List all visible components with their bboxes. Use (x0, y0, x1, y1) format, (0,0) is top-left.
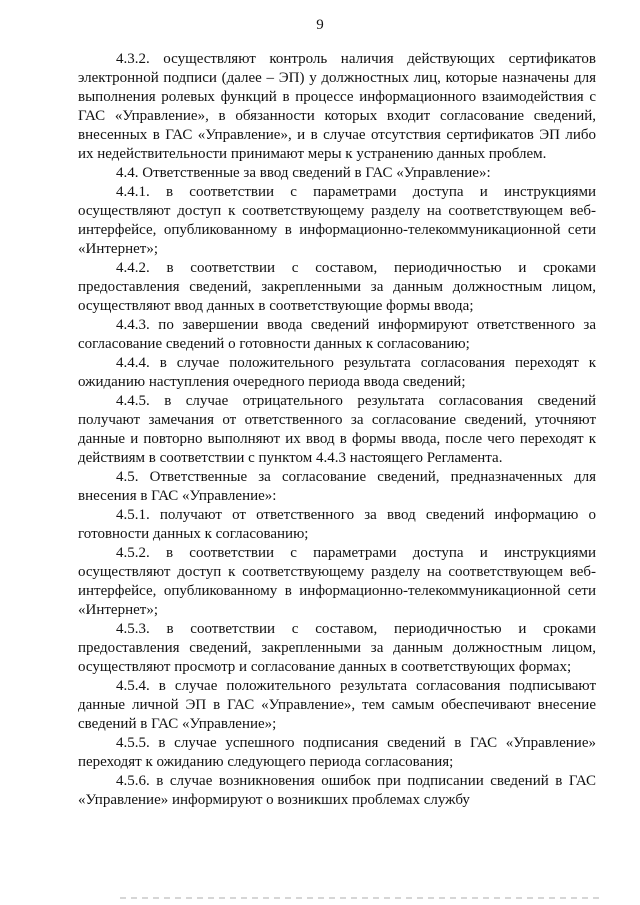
paragraph-4-3-2: 4.3.2. осуществляют контроль наличия действующих сертификатов электронной подписи (далее – ЭП) у должностных лиц, которые назначены для выполнения ролевых функций в процессе информационного взаимодействия с ГАС «Управление», в обязанности которых входит согласование сведений, внесенных в ГАС «Управление», и в случае отсутствия сертификатов ЭП либо их недействительности принимают меры к устранению данных проблем. (78, 51, 596, 162)
paragraph-4-5-5: 4.5.5. в случае успешного подписания сведений в ГАС «Управление» переходят к ожиданию следующего периода согласования; (78, 735, 596, 770)
paragraph-4-5-4: 4.5.4. в случае положительного результата согласования подписывают данные личной ЭП в ГАС «Управление», тем самым обеспечивают внесение сведений в ГАС «Управление»; (78, 678, 596, 732)
paragraph-4-4-5: 4.4.5. в случае отрицательного результата согласования сведений получают замечания от ответственного за согласование сведений, уточняют данные и повторно выполняют их ввод в формы ввода, после чего переходят к действиям в соответствии с пунктом 4.4.3 настоящего Регламента. (78, 393, 596, 466)
document-body (78, 50, 596, 810)
section-heading-4-4: 4.4. Ответственные за ввод сведений в ГАС «Управление»: (116, 165, 491, 181)
paragraph-4-4-1: 4.4.1. в соответствии с параметрами доступа и инструкциями осуществляют доступ к соответствующему разделу на соответствующем веб-интерфейсе, опубликованному в информационно-телекоммуникационной сети «Интернет»; (78, 184, 596, 257)
paragraph-4-4-3: 4.4.3. по завершении ввода сведений информируют ответственного за согласование сведений о готовности данных к согласованию; (78, 317, 596, 352)
paragraph-4-5-2: 4.5.2. в соответствии с параметрами доступа и инструкциями осуществляют доступ к соответствующему разделу на соответствующем веб-интерфейсе, опубликованному в информационно-телекоммуникационной сети «Интернет»; (78, 545, 596, 618)
scan-edge-divider (120, 897, 600, 899)
paragraph-4-5-6: 4.5.6. в случае возникновения ошибок при подписании сведений в ГАС «Управление» информируют о возникших проблемах службу (78, 773, 596, 808)
paragraph-4-4-2: 4.4.2. в соответствии с составом, периодичностью и сроками предоставления сведений, закрепленными за данным должностным лицом, осуществляют ввод данных в соответствующие формы ввода; (78, 260, 596, 314)
section-heading-4-5: 4.5. Ответственные за согласование сведений, предназначенных для внесения в ГАС «Управление»: (78, 469, 596, 504)
page-number: 9 (316, 17, 324, 33)
paragraph-4-4-4: 4.4.4. в случае положительного результата согласования переходят к ожиданию наступления очередного периода ввода сведений; (78, 355, 596, 390)
paragraph-4-5-3: 4.5.3. в соответствии с составом, периодичностью и сроками предоставления сведений, закрепленными за данным должностным лицом, осуществляют просмотр и согласование данных в соответствующих формах; (78, 621, 596, 675)
paragraph-4-5-1: 4.5.1. получают от ответственного за ввод сведений информацию о готовности данных к согласованию; (78, 507, 596, 542)
